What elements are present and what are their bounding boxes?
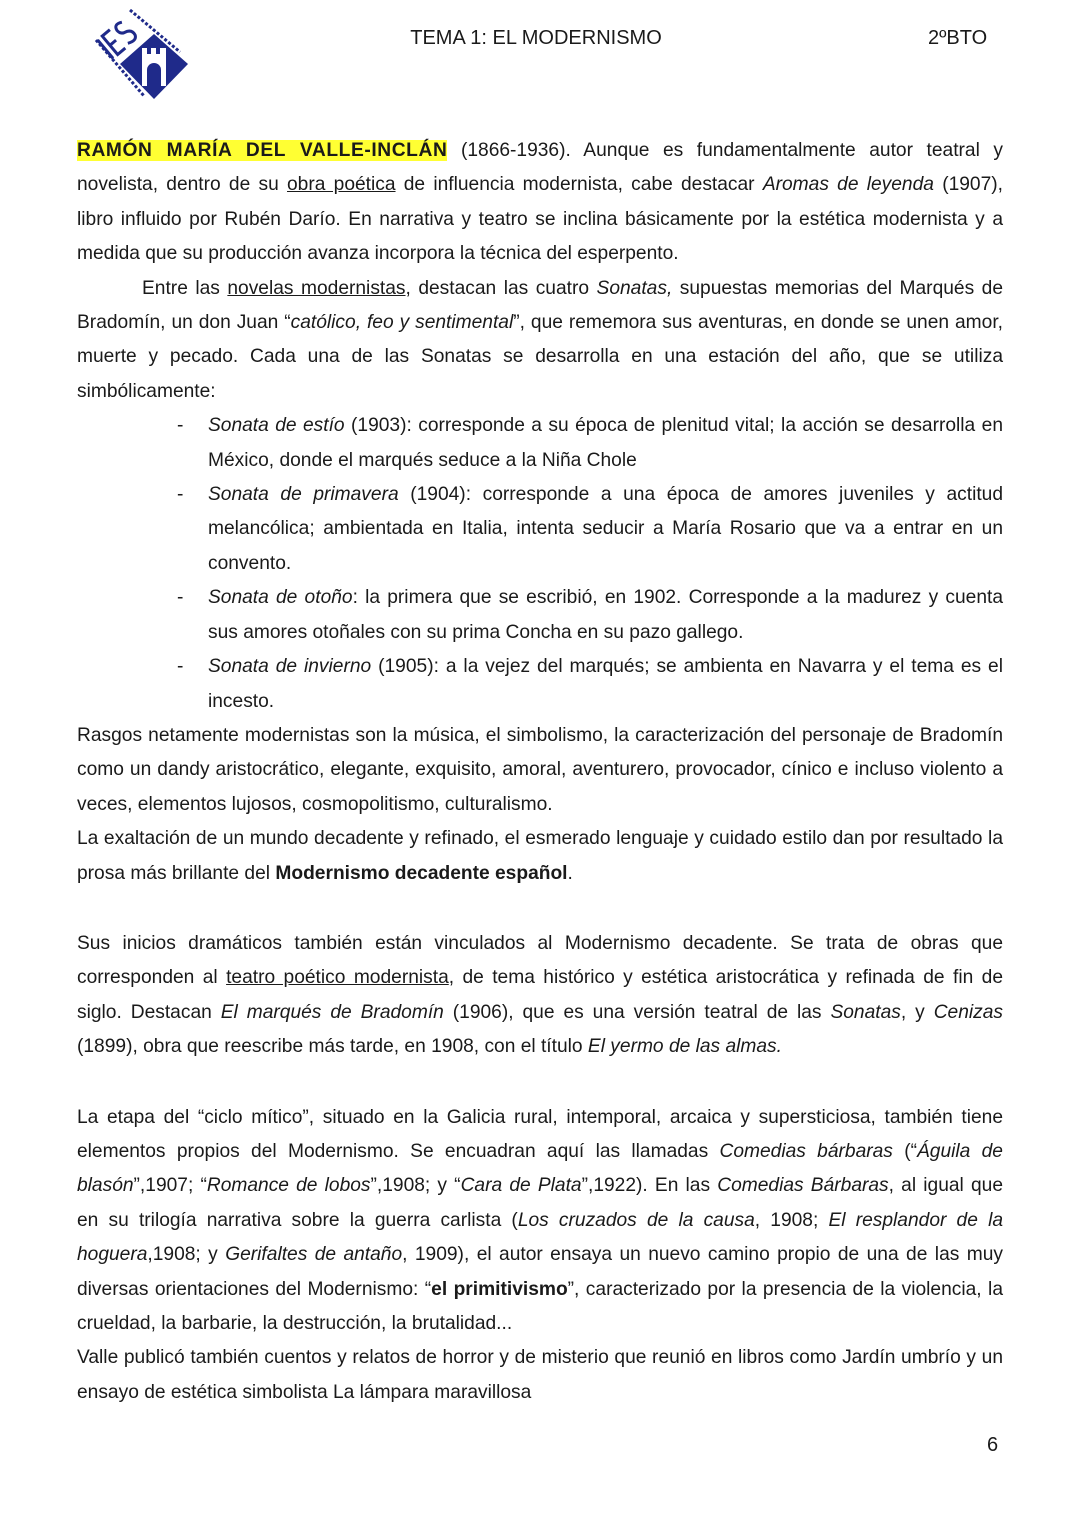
- text-run: , destacan las cuatro: [405, 277, 597, 299]
- text-run: La exaltación de un mundo decadente y refinado, el esmerado lenguaje y cuidado estilo dan por resultado la prosa más brillante del: [77, 828, 1003, 884]
- text-run: ”, caracterizado por la presencia de la violencia, la crueldad, la barbarie, la destrucción, la brutalidad...: [77, 1278, 1003, 1334]
- text-run: ”,1908; y “: [370, 1175, 461, 1197]
- list-dash: -: [177, 415, 184, 437]
- list-dash: -: [177, 656, 184, 678]
- list-item: [77, 650, 1003, 719]
- school-logo-graphic: [84, 4, 204, 104]
- italic-text: Cenizas: [933, 1001, 1004, 1023]
- author-name-highlight: RAMÓN MARÍA DEL VALLE-INCLÁN: [77, 140, 448, 161]
- italic-text: Romance de lobos: [206, 1175, 371, 1197]
- blank-line: [77, 891, 1003, 927]
- page-number: 6: [987, 1434, 999, 1456]
- text-run: (1905): a la vejez del marqués; se ambienta en Navarra y el tema es el incesto.: [208, 656, 1003, 712]
- italic-text: Comedias Bárbaras: [717, 1175, 889, 1197]
- italic-text: Sonata de otoño: [208, 587, 353, 609]
- paragraph: [77, 1341, 1003, 1410]
- text-run: , y: [900, 1001, 934, 1023]
- italic-text: El yermo de las almas.: [587, 1036, 782, 1058]
- header-course: 2ºBTO: [928, 27, 988, 49]
- italic-text: Sonata de invierno: [208, 656, 372, 678]
- list-item: [77, 478, 1003, 581]
- blank-line: [77, 1065, 1003, 1101]
- text-run: (1903): corresponde a su época de plenitud vital; la acción se desarrolla en México, donde el marqués seduce a la Niña Chole: [208, 415, 1003, 471]
- italic-text: Sonatas: [830, 1001, 901, 1023]
- text-run: (1866-1936). Aunque es fundamentalmente autor teatral y novelista, dentro de su: [77, 140, 1003, 196]
- text-run: (“: [892, 1140, 917, 1162]
- text-run: supuestas memorias del Marqués de Bradomín, un don Juan “: [77, 277, 1004, 334]
- school-logo: [84, 4, 204, 104]
- paragraph: [77, 272, 1003, 410]
- text-run: , 1908;: [754, 1209, 829, 1231]
- paragraph: [77, 927, 1003, 1065]
- italic-text: católico, feo y sentimental: [290, 312, 514, 334]
- paragraph: [77, 719, 1003, 822]
- italic-text: Cara de Plata: [460, 1175, 582, 1197]
- italic-text: Los cruzados de la causa: [517, 1209, 755, 1231]
- text-run: ”, que rememora sus aventuras, en donde se unen amor, muerte y pecado. Cada una de las Sonatas se desarrolla en una estación del año, que se utiliza simbólicamente:: [77, 312, 1003, 402]
- document-body: [77, 134, 1003, 1410]
- text-run: , al igual que en su trilogía narrativa sobre la guerra carlista (: [77, 1175, 1003, 1231]
- italic-text: Águila de blasón: [77, 1140, 1003, 1197]
- text-run: Rasgos netamente modernistas son la música, el simbolismo, la caracterización del personaje de Bradomín como un dandy aristocrático, elegante, exquisito, amoral, aventurero, provocador, cínico e incluso violento a veces, elementos lujosos, cosmopolitismo, culturalismo.: [77, 724, 1003, 815]
- text-run: ,1908; y: [147, 1244, 226, 1266]
- list-dash: -: [177, 484, 184, 506]
- text-run: Entre las: [142, 277, 228, 299]
- text-run: (1899), obra que reescribe más tarde, en 1908, con el título: [77, 1036, 588, 1058]
- text-run: (1906), que es una versión teatral de las: [443, 1001, 831, 1023]
- underlined-text: obra poética: [287, 174, 396, 196]
- text-run: La etapa del “ciclo mítico”, situado en la Galicia rural, intemporal, arcaica y supersticiosa, también tiene elementos propios del Modernismo. Se encuadran aquí las llamadas: [77, 1106, 1003, 1162]
- list-dash: -: [177, 587, 184, 609]
- text-run: ”,1907; “: [133, 1175, 207, 1197]
- paragraph: [77, 822, 1003, 891]
- paragraph: [77, 1101, 1003, 1342]
- italic-text: Comedias bárbaras: [719, 1140, 893, 1162]
- bold-text: Modernismo decadente español: [275, 862, 568, 884]
- list-item: [77, 409, 1003, 478]
- italic-text: Sonata de estío: [208, 415, 345, 437]
- italic-text: El marqués de Bradomín: [220, 1001, 444, 1023]
- text-run: : la primera que se escribió, en 1902. Corresponde a la madurez y cuenta sus amores otoñales con su prima Concha en su pazo gallego.: [208, 587, 1003, 643]
- text-run: Valle publicó también cuentos y relatos de horror y de misterio que reunió en libros como Jardín umbrío y un ensayo de estética simbolista La lámpara maravillosa: [77, 1347, 1003, 1403]
- paragraph: [77, 134, 1003, 272]
- text-run: ”,1922). En las: [581, 1175, 718, 1197]
- text-run: , de tema histórico y estética aristocrática y refinada de fin de siglo. Destacan: [77, 967, 1004, 1023]
- text-run: , 1909), el autor ensaya un nuevo camino propio de una de las muy diversas orientaciones del Modernismo: “: [77, 1244, 1003, 1300]
- italic-text: El resplandor de la hoguera: [77, 1209, 1004, 1266]
- list-item: [77, 581, 1003, 650]
- underlined-text: novelas modernistas: [227, 277, 406, 299]
- text-run: Sus inicios dramáticos también están vinculados al Modernismo decadente. Se trata de obras que corresponden al: [77, 932, 1003, 989]
- italic-text: Aromas de leyenda: [762, 174, 934, 196]
- text-run: (1904): corresponde a una época de amores juveniles y actitud melancólica; ambientada en Italia, intenta seducir a María Rosario que va a entrar en un convento.: [208, 484, 1004, 574]
- header-title: TEMA 1: EL MODERNISMO: [410, 27, 662, 49]
- italic-text: Gerifaltes de antaño: [225, 1244, 403, 1266]
- text-run: (1907), libro influido por Rubén Darío. En narrativa y teatro se inclina básicamente por la estética modernista y a medida que su producción avanza incorpora la técnica del esperpento.: [77, 174, 1003, 265]
- underlined-text: teatro poético modernista: [226, 967, 449, 989]
- text-run: de influencia modernista, cabe destacar: [395, 174, 763, 196]
- italic-text: Sonata de primavera: [208, 484, 399, 506]
- text-run: .: [567, 862, 573, 884]
- italic-text: Sonatas,: [596, 277, 673, 299]
- bold-text: el primitivismo: [431, 1278, 568, 1300]
